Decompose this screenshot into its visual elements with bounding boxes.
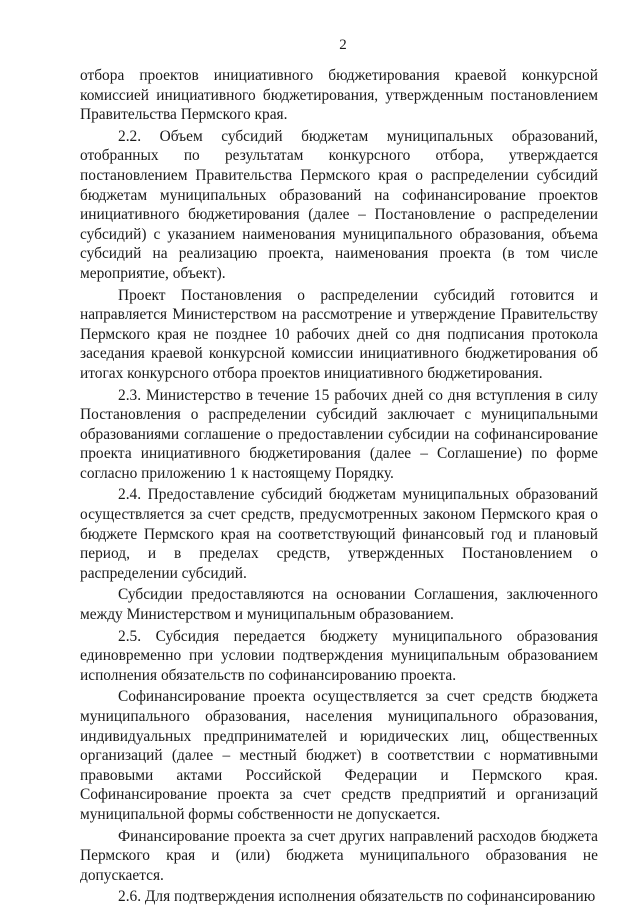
paragraph: Софинансирование проекта осуществляется за счет средств бюджета муниципального образования, населения муниципального образования, индивидуальных предпринимателей и юридических лиц, общественных организаций (далее – местный бюджет) в соответствии с нормативными правовыми актами Российской Федерации и Пермского края. Софинансирование проекта за счет средств предприятий и организаций муниципальной формы собственности не допускается. <box>80 688 598 823</box>
paragraph: 2.4. Предоставление субсидий бюджетам муниципальных образований осуществляется за счет средств, предусмотренных законом Пермского края о бюджете Пермского края на соответствующий финансовый год и плановый период, и в пределах средств, утвержденных Постановлением о распределении субсидий. <box>80 486 598 582</box>
document-body <box>80 66 598 907</box>
paragraph: 2.5. Субсидия передается бюджету муниципального образования единовременно при условии подтверждения муниципальным образованием исполнения обязательств по софинансированию проекта. <box>80 627 598 684</box>
paragraph: 2.3. Министерство в течение 15 рабочих дней со дня вступления в силу Постановления о распределении субсидий заключает с муниципальными образованиями соглашение о предоставлении субсидии на софинансирование проекта инициативного бюджетирования (далее – Соглашение) по форме согласно приложению 1 к настоящему Порядку. <box>80 386 598 482</box>
paragraph: отбора проектов инициативного бюджетирования краевой конкурсной комиссией инициативного бюджетирования, утвержденным постановлением Правительства Пермского края. <box>80 67 598 124</box>
paragraph: Субсидии предоставляются на основании Соглашения, заключенного между Министерством и муниципальным образованием. <box>80 586 598 624</box>
page-number: 2 <box>339 37 347 53</box>
paragraph: Проект Постановления о распределении субсидий готовится и направляется Министерством на рассмотрение и утверждение Правительству Пермского края не позднее 10 рабочих дней со дня подписания протокола заседания краевой конкурсной комиссии инициативного бюджетирования об итогах конкурсного отбора проектов инициативного бюджетирования. <box>80 286 598 382</box>
paragraph: 2.2. Объем субсидий бюджетам муниципальных образований, отобранных по результатам конкурсного отбора, утверждается постановлением Правительства Пермского края о распределении субсидий бюджетам муниципальных образований на софинансирование проектов инициативного бюджетирования (далее – Постановление о распределении субсидий) с указанием наименования муниципального образования, объема субсидий на реализацию проекта, наименования проекта (в том числе мероприятие, объект). <box>80 127 598 282</box>
paragraph: 2.6. Для подтверждения исполнения обязательств по софинансированию <box>118 888 596 906</box>
paragraph: Финансирование проекта за счет других направлений расходов бюджета Пермского края и (или) бюджета муниципального образования не допускается. <box>80 827 598 884</box>
